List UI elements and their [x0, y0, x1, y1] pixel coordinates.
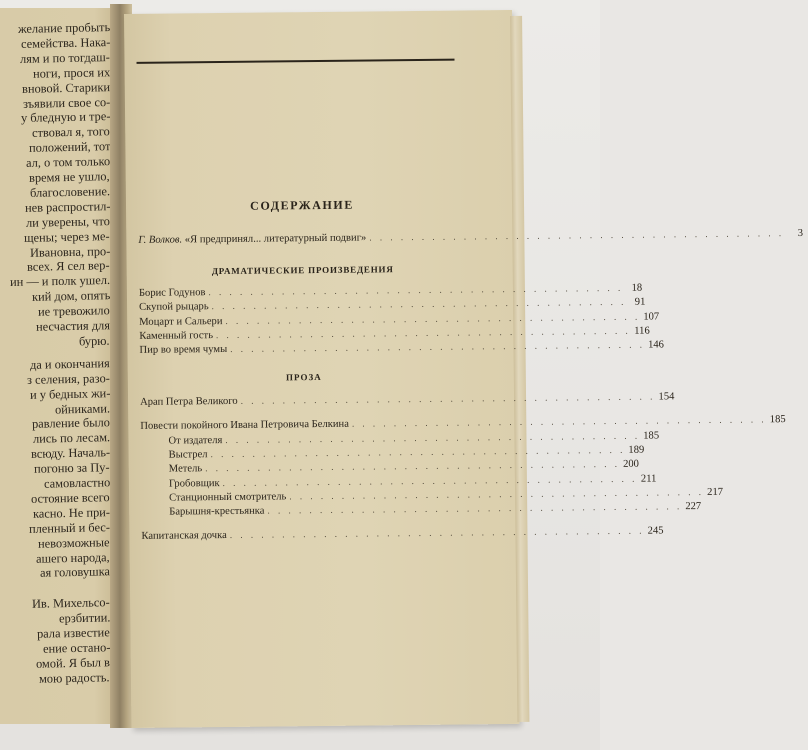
toc-entry-page: 107 — [643, 311, 660, 323]
toc-entry-intro — [138, 227, 804, 247]
leader-dots: . . . . . . . . . . . . . . . . . . . . . . . . . . . . . . . . . . . . . . . . — [369, 228, 785, 243]
left-page-line: да и окончания — [30, 355, 111, 372]
left-page-line: лись по лесам. — [32, 430, 111, 447]
intro-author: Г. Волков. — [138, 234, 183, 246]
leader-dots: . . . . . . . . . . . . . . . . . . . . . . . . . . . . . . . . . . . . . . . . — [267, 501, 683, 516]
intro-page: 3 — [797, 227, 804, 239]
page-title: СОДЕРЖАНИЕ — [250, 197, 354, 213]
left-page-line: у бледную и тре- — [20, 109, 111, 126]
leader-dots: . . . . . . . . . . . . . . . . . . . . . . . . . . . . . . . . . . . . . . . . — [211, 297, 627, 312]
toc-entry-page: 189 — [628, 444, 645, 456]
toc-entry — [141, 501, 702, 519]
left-page-line: ноги, прося их — [32, 64, 111, 81]
toc-entry-title: Барышня-крестьянка — [169, 505, 265, 518]
leader-dots: . . . . . . . . . . . . . . . . . . . . . . . . . . . . . . . . . . . . . . . . — [208, 282, 624, 298]
left-page-line: всех. Я сел вер- — [27, 258, 111, 275]
toc-entry-page: 146 — [647, 339, 665, 351]
leader-dots: . . . . . . . . . . . . . . . . . . . . . . . . . . . . . . . . . . . . . . . . — [351, 414, 767, 429]
toc-entry-title: Капитанская дочка — [141, 530, 227, 543]
section-heading-prose: ПРОЗА — [285, 371, 322, 383]
leader-dots: . . . . . . . . . . . . . . . . . . . . . . . . . . . . . . . . . . . . . . . . — [289, 486, 705, 502]
left-page-line: ие тревожило — [38, 303, 111, 319]
toc-entry-page: 211 — [640, 472, 657, 485]
toc-entry-title: Выстрел — [168, 449, 208, 461]
toc-entry-page: 154 — [658, 391, 675, 403]
left-page-line: мою радость. — [39, 670, 111, 686]
left-page-line: ение остано- — [42, 640, 111, 656]
left-page — [0, 8, 118, 724]
toc-entry-page: 185 — [769, 414, 786, 426]
left-page-line: Ивановна, про- — [29, 243, 111, 260]
left-page-line: равление было — [31, 415, 111, 432]
left-page-line: благословение. — [29, 184, 111, 200]
leader-dots: . . . . . . . . . . . . . . . . . . . . . . . . . . . . . . . . . . . . . . . . — [222, 473, 638, 488]
left-page-line: семейства. Нака- — [20, 34, 111, 51]
left-page-line: вновой. Старики — [21, 79, 111, 96]
leader-dots: . . . . . . . . . . . . . . . . . . . . . . . . . . . . . . . . . . . . . . . . — [205, 459, 620, 474]
left-page-line: погоню за Пу- — [34, 460, 111, 476]
leader-dots: . . . . . . . . . . . . . . . . . . . . . . . . . . . . . . . . . . . . . . . . — [225, 430, 641, 445]
left-page-line: омой. Я был в — [35, 655, 111, 671]
left-page-line: ин — и полк ушел. — [9, 273, 111, 290]
left-page-line: касно. Не при- — [32, 504, 111, 521]
toc-entry-page: 227 — [685, 501, 702, 513]
toc-entry — [140, 391, 675, 409]
toc-entry — [139, 339, 665, 357]
contents-page — [124, 10, 804, 728]
left-page-line: ойниками. — [54, 400, 111, 417]
left-page-line: нев распростил- — [24, 198, 111, 215]
leader-dots: . . . . . . . . . . . . . . . . . . . . . . . . . . . . . . . . . . . . . . . . — [229, 526, 645, 541]
left-page-line: ствовал я, того — [32, 124, 111, 141]
left-page-line: всюду. Началь- — [30, 445, 111, 462]
left-page-line: остояние всего — [31, 490, 111, 506]
toc-entry-page: 245 — [647, 525, 664, 537]
left-page-line: ли уверены, что — [25, 213, 111, 230]
left-page-line: бурю. — [79, 333, 111, 349]
toc-entry-title: Каменный гость — [139, 330, 214, 342]
left-page-line: самовластно — [43, 475, 111, 491]
toc-entry-title: Моцарт и Сальери — [139, 315, 223, 328]
left-page-line: ашего народа, — [36, 549, 111, 566]
header-rule — [137, 59, 455, 64]
toc-entry-title: Повести покойного Ивана Петровича Белкина — [140, 418, 349, 433]
toc-entry-page: 18 — [631, 282, 643, 294]
toc-entry — [141, 525, 664, 543]
toc-entry-title: Пир во время чумы — [139, 344, 228, 357]
left-page-line: и у бедных жи- — [29, 385, 111, 402]
toc-entry-title: Арап Петра Великого — [140, 395, 238, 408]
toc-entry-title: Станционный смотритель — [169, 491, 287, 504]
section-heading-drama: ДРАМАТИЧЕСКИЕ ПРОИЗВЕДЕНИЯ — [211, 264, 394, 277]
left-page-line: рала известие — [37, 625, 111, 641]
left-page-line: лям и по тогдаш- — [19, 49, 111, 66]
leader-dots: . . . . . . . . . . . . . . . . . . . . . . . . . . . . . . . . . . . . . . . . — [230, 339, 645, 355]
left-page-line: щены; через ме- — [24, 228, 111, 245]
left-page-line: ал, о том только — [25, 154, 111, 170]
left-page-line: время не ушло, — [29, 169, 111, 185]
left-page-line: несчастия для — [35, 318, 111, 334]
toc-entry-page: 200 — [622, 458, 639, 471]
leader-dots: . . . . . . . . . . . . . . . . . . . . . . . . . . . . . . . . . . . . . . . . — [215, 325, 631, 340]
left-page-line: кий дом, опять — [31, 288, 111, 305]
left-page-line: желание пробыть — [17, 20, 111, 36]
toc-entry-page: 116 — [634, 325, 650, 337]
left-page-line: положений, тот — [28, 139, 111, 156]
toc-entry-page: 185 — [643, 430, 660, 442]
intro-title: «Я предпринял... литературный подвиг» — [184, 232, 367, 246]
toc-entry-page: 91 — [634, 296, 646, 308]
left-page-line: ая головушка — [39, 564, 111, 581]
left-page-line: пленный и бес- — [28, 519, 111, 536]
toc-entry-title: От издателя — [168, 434, 223, 447]
left-page-line: зъявили свое со- — [22, 94, 111, 111]
left-page-line: ерзбитии. — [58, 610, 111, 626]
toc-entry-title: Борис Годунов — [138, 287, 206, 299]
leader-dots: . . . . . . . . . . . . . . . . . . . . . . . . . . . . . . . . . . . . . . . . — [225, 311, 641, 326]
toc-entry-title: Гробовщик — [168, 477, 220, 490]
leader-dots: . . . . . . . . . . . . . . . . . . . . . . . . . . . . . . . . . . . . . . . . — [210, 444, 626, 460]
toc-entry-page: 217 — [707, 486, 724, 498]
left-page-line: Ив. Михельсо- — [32, 595, 111, 612]
toc-entry-title: Метель — [168, 463, 203, 475]
leader-dots: . . . . . . . . . . . . . . . . . . . . . . . . . . . . . . . . . . . . . . . . — [240, 391, 656, 406]
left-page-line: з селения, разо- — [27, 370, 111, 387]
left-page-line: невозможные — [38, 534, 111, 551]
toc-entry-title: Скупой рыцарь — [139, 301, 209, 314]
